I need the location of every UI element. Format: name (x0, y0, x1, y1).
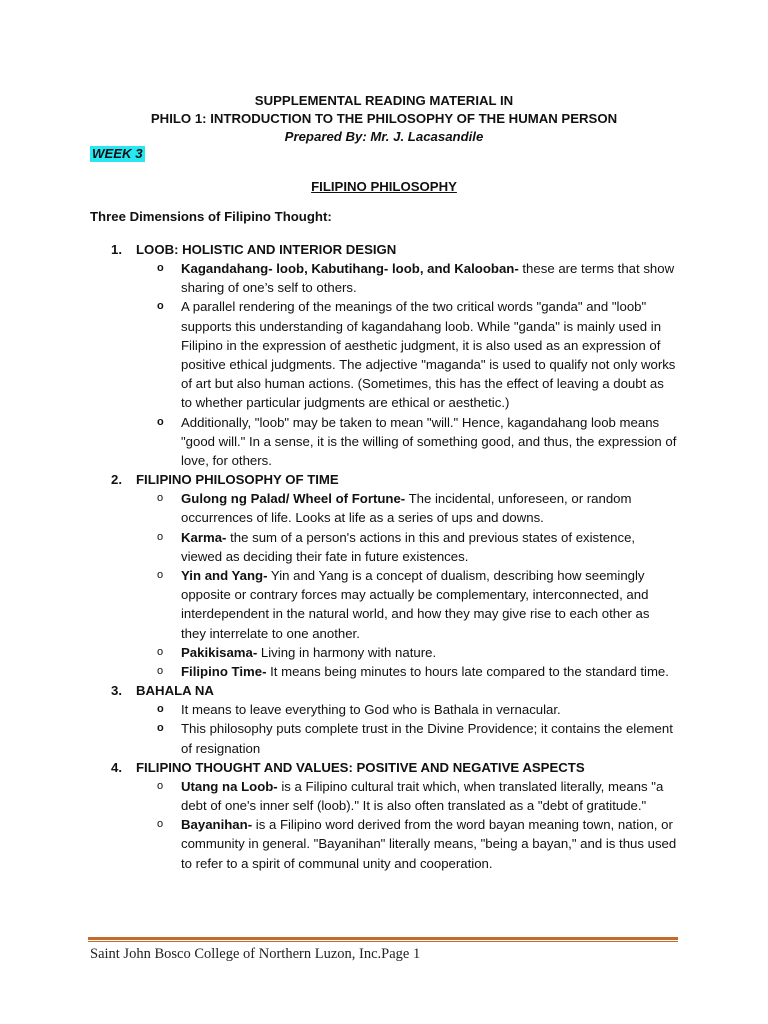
footer-rule-thin (88, 941, 678, 942)
hollow-bullet-icon: o (157, 818, 164, 831)
filled-bullet-icon: o (157, 262, 164, 274)
item-text: A parallel rendering of the meanings of the two critical words "ganda" and "loob" supports this understanding of kagandahang loob. While "ganda" is mainly used in Filipino in the expression of aesthetic judgment, it is also used as an expression of positive ethical judgments. The adjective "maganda" is used to qualify not only works of art but also human actions. (Sometimes, this has the effect of leaving a doubt as to whether particular judgments are ethical or aesthetic.) (181, 299, 676, 411)
section-heading (0, 240, 768, 259)
section-number: 2. (111, 472, 122, 488)
item-text: This philosophy puts complete trust in the Divine Providence; it contains the element of resignation (181, 721, 673, 756)
filled-bullet-icon: o (157, 300, 164, 313)
item-text: Living in harmony with nature. (257, 644, 437, 660)
hollow-bullet-icon: o (157, 779, 164, 792)
item-term: Karma- (181, 529, 227, 545)
section-heading (0, 470, 768, 489)
document-content (0, 240, 768, 873)
list-item (0, 528, 677, 566)
hollow-bullet-icon: o (157, 665, 164, 678)
section-title: LOOB: HOLISTIC AND INTERIOR DESIGN (136, 242, 397, 257)
header-line-2: PHILO 1: INTRODUCTION TO THE PHILOSOPHY OF THE HUMAN PERSON (150, 111, 618, 126)
item-text: is a Filipino cultural trait which, when translated literally, means "a debt of one's inner self (loob)." It is also often translated as a "debt of gratitude." (181, 778, 664, 814)
filled-bullet-icon: o (157, 415, 164, 428)
item-text: Additionally, "loob" may be taken to mean "will." Hence, kagandahang loob means "good will." In a sense, it is the willing of something good, and thus, the expression of love, for others. (181, 414, 677, 469)
item-term: Kagandahang- loob, Kabutihang- loob, and Kalooban- (181, 261, 519, 276)
item-text: It means to leave everything to God who is Bathala in vernacular. (181, 702, 561, 718)
section-number: 4. (111, 759, 122, 775)
list-item (0, 719, 677, 757)
list-item (0, 700, 677, 719)
section-title: BAHALA NA (136, 683, 214, 699)
filled-bullet-icon: o (157, 703, 164, 716)
item-text: the sum of a person's actions in this and previous states of existence, viewed as deciding their fate in future existences. (181, 529, 636, 564)
page-title: FILIPINO PHILOSOPHY (311, 179, 457, 194)
hollow-bullet-icon: o (157, 645, 164, 658)
item-term: Utang na Loob- (181, 778, 278, 794)
header-prepared-by: Prepared By: Mr. J. Lacasandile (284, 129, 484, 144)
item-text: The incidental, unforeseen, or random occurrences of life. Looks at life as a series of ups and downs. (181, 491, 632, 526)
section-number: 3. (111, 683, 122, 699)
list-item (0, 815, 677, 873)
list-item (0, 777, 677, 815)
section-title: FILIPINO PHILOSOPHY OF TIME (136, 472, 339, 488)
list-item (0, 413, 677, 471)
footer-rule (88, 937, 678, 940)
list-item (0, 259, 677, 297)
list-item (0, 662, 677, 681)
list-item (0, 566, 677, 643)
item-text: It means being minutes to hours late compared to the standard time. (266, 664, 669, 680)
hollow-bullet-icon: o (157, 492, 164, 505)
section-number: 1. (111, 242, 122, 257)
item-text: is a Filipino word derived from the word bayan meaning town, nation, or community in general. "Bayanihan" literally means, "being a bayan," and is thus used to refer to a spirit of communal unity and cooperation. (181, 817, 677, 871)
item-term: Bayanihan- (181, 817, 253, 833)
item-text: these are terms that show sharing of one’s self to others. (181, 261, 675, 296)
item-term: Filipino Time- (181, 664, 267, 680)
item-term: Gulong ng Palad/ Wheel of Fortune- (181, 491, 406, 507)
item-term: Pakikisama- (181, 644, 258, 660)
section-heading (0, 681, 768, 700)
list-item (0, 489, 677, 527)
filled-bullet-icon: o (157, 722, 164, 735)
list-item (0, 297, 677, 412)
header-line-1: SUPPLEMENTAL READING MATERIAL IN (254, 93, 514, 108)
section-title: FILIPINO THOUGHT AND VALUES: POSITIVE AND NEGATIVE ASPECTS (136, 759, 585, 775)
hollow-bullet-icon: o (157, 569, 164, 582)
hollow-bullet-icon: o (157, 530, 164, 543)
item-text: Yin and Yang is a concept of dualism, describing how seemingly opposite or contrary forces may actually be complementary, interconnected, and interdependent in the natural world, and how they may give rise to each other as they interrelate to one another. (181, 568, 650, 641)
item-term: Yin and Yang- (181, 568, 268, 584)
list-item (0, 643, 677, 662)
section-heading (0, 758, 768, 777)
footer-text: Saint John Bosco College of Northern Luzon, Inc.Page 1 (90, 946, 421, 962)
intro-heading: Three Dimensions of Filipino Thought: (90, 209, 332, 224)
week-label: WEEK 3 (92, 146, 143, 161)
